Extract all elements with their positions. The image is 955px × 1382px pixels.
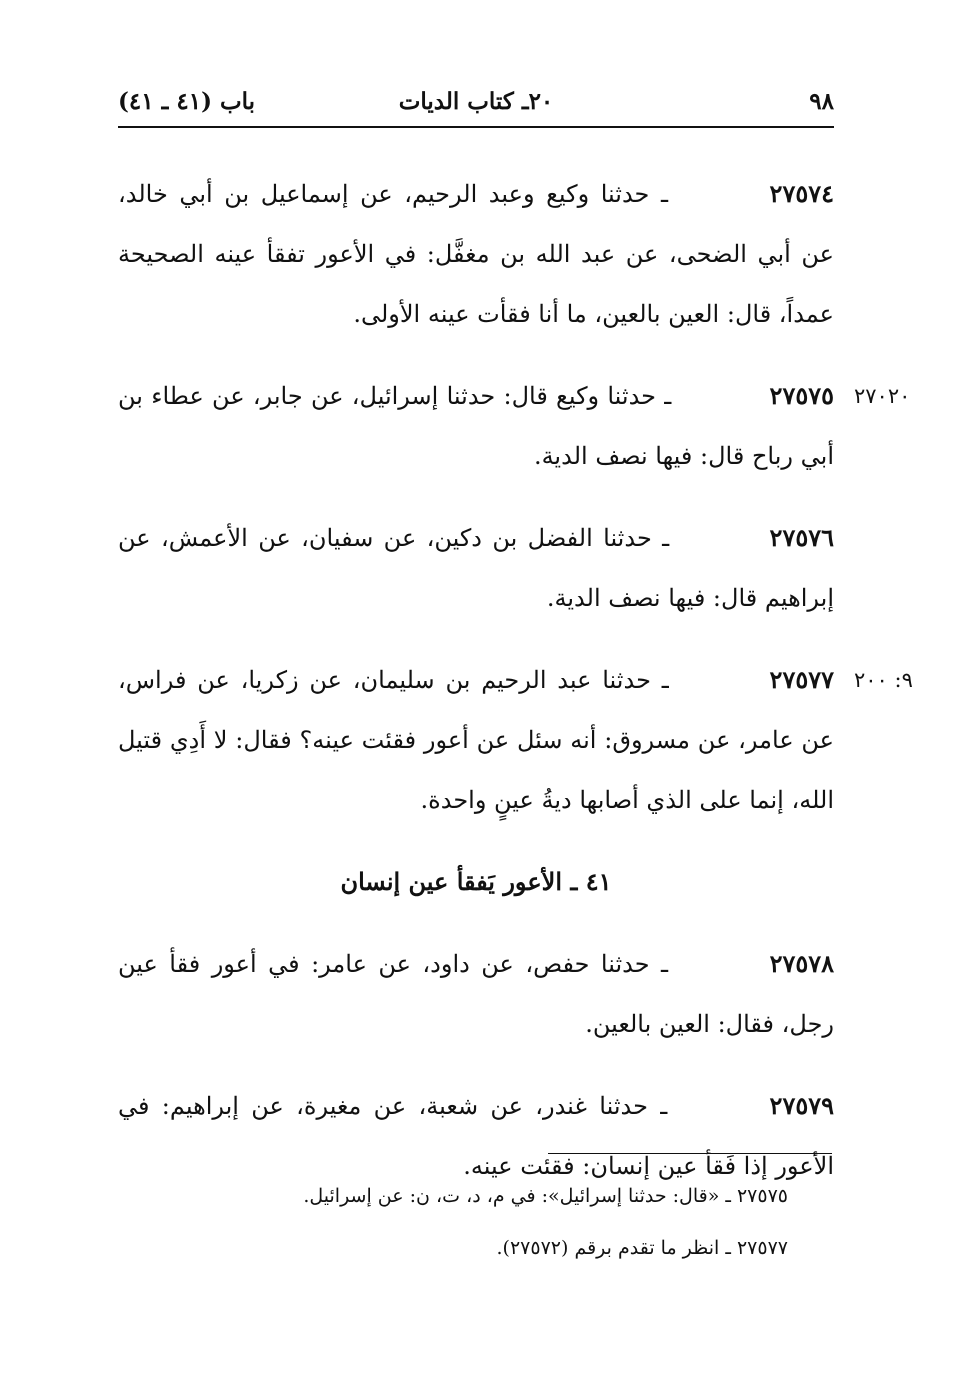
hadith-number: ٢٧٥٧٧	[769, 665, 834, 694]
footnotes	[118, 1170, 788, 1274]
hadith-number: ٢٧٥٧٤	[769, 179, 834, 208]
hadith-number: ٢٧٥٧٦	[769, 523, 834, 552]
hadith-number: ٢٧٥٧٥	[769, 381, 834, 410]
hadith-text: ـ حدثنا عبد الرحيم بن سليمان، عن زكريا، عن فراس، عن عامر، عن مسروق: أنه سئل عن أعور فقئت عينه؟ فقال: لا أَدِي قتيل الله، إنما على الذي أصابها ديةُ عينٍ واحدة.	[118, 666, 834, 814]
footnote: ٢٧٥٧٧ ـ انظر ما تقدم برقم (٢٧٥٧٢).	[496, 1237, 788, 1259]
hadith-paragraph	[118, 650, 913, 830]
hadith-paragraph	[118, 366, 911, 486]
hadith-paragraph	[118, 164, 834, 344]
hadith-number: ٢٧٥٧٨	[769, 949, 835, 978]
section-heading: ٤١ ـ الأعور يَفقأ عين إنسان	[340, 867, 612, 896]
hadith-paragraph	[118, 508, 834, 628]
hadith-text: ـ حدثنا حفص، عن داود، عن عامر: في أعور فقأ عين رجل، فقال: العين بالعين.	[118, 950, 834, 1038]
chapter-reference: باب (٤١ ـ ٤١)	[118, 88, 256, 115]
hadith-number: ٢٧٥٧٩	[769, 1091, 834, 1120]
hadith-text: ـ حدثنا وكيع وعبد الرحيم، عن إسماعيل بن أبي خالد، عن أبي الضحى، عن عبد الله بن مغفَّل: في الأعور تفقأ عينه الصحيحة عمداً، قال: العين بالعين، ما أنا فقأت عينه الأولى.	[118, 180, 834, 328]
hadith-text: ـ حدثنا غندر، عن شعبة، عن مغيرة، عن إبراهيم: في الأعور إذا فَقأ عين إنسان: فقئت عينه.	[118, 1092, 834, 1180]
book-title: ٢٠ـ كتاب الديات	[398, 88, 554, 115]
margin-reference: ٩: ٢٠٠	[854, 668, 913, 692]
page-number: ٩٨	[809, 88, 834, 115]
footnote: ٢٧٥٧٥ ـ «قال: حدثنا إسرائيل»: في م، د، ت، ن: عن إسرائيل.	[303, 1185, 788, 1207]
page-body	[118, 164, 913, 1218]
hadith-paragraph	[118, 934, 834, 1054]
page-header	[118, 88, 834, 124]
hadith-text: ـ حدثنا وكيع قال: حدثنا إسرائيل، عن جابر، عن عطاء بن أبي رباح قال: فيها نصف الدية.	[118, 382, 834, 470]
margin-reference: ٢٧٠٢٠	[854, 384, 911, 408]
footnote-divider	[548, 1153, 832, 1154]
header-divider	[118, 126, 834, 128]
hadith-text: ـ حدثنا الفضل بن دكين، عن سفيان، عن الأعمش، عن إبراهيم قال: فيها نصف الدية.	[118, 524, 834, 612]
